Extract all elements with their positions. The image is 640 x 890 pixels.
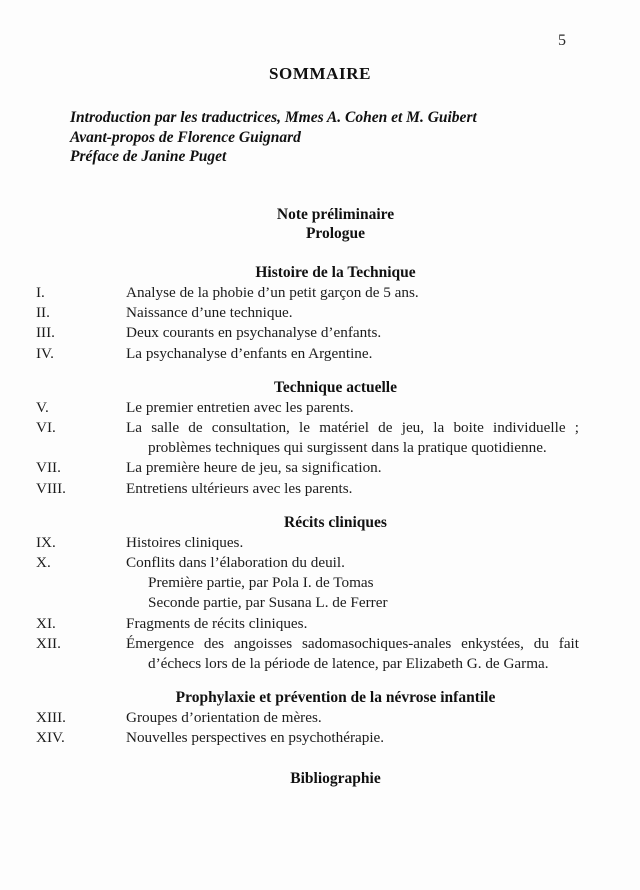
section-spacer bbox=[92, 674, 579, 688]
entry-title: Analyse de la phobie d’un petit garçon de 5 ans. bbox=[126, 284, 419, 301]
toc-entry bbox=[36, 728, 579, 748]
section-heading-histoire-de-la-technique: Histoire de la Technique bbox=[255, 264, 416, 281]
section-heading-prophylaxie: Prophylaxie et prévention de la névrose infantile bbox=[175, 689, 496, 707]
toc-entry bbox=[36, 533, 579, 553]
section-heading-bibliographie: Bibliographie bbox=[290, 769, 381, 787]
entry-numeral: VII. bbox=[36, 459, 61, 477]
toc-entry bbox=[36, 614, 579, 634]
toc-subentry: Première partie, par Pola I. de Tomas bbox=[148, 574, 374, 592]
toc-body bbox=[36, 205, 579, 789]
toc-entry bbox=[36, 398, 579, 418]
section-heading-technique-actuelle: Technique actuelle bbox=[273, 378, 397, 396]
toc-entry bbox=[36, 283, 579, 303]
toc-subentry: Seconde partie, par Susana L. de Ferrer bbox=[148, 594, 388, 612]
section-spacer bbox=[92, 499, 579, 513]
section-spacer bbox=[92, 364, 579, 378]
section-heading-recits-cliniques: Récits cliniques bbox=[284, 513, 387, 531]
frontmatter-line-preface: Préface de Janine Puget bbox=[70, 148, 227, 165]
entry-title: Émergence des angoisses sadomasochiques-anales enkystées, du fait d’échecs lors de la période de latence, par Elizabeth G. de Garma. bbox=[126, 634, 579, 673]
toc-entry bbox=[36, 479, 579, 499]
entry-title: Naissance d’une technique. bbox=[126, 304, 293, 322]
toc-entry bbox=[36, 303, 579, 323]
entry-numeral: I. bbox=[36, 284, 45, 301]
toc-entry bbox=[36, 418, 579, 458]
entry-numeral: II. bbox=[36, 304, 50, 322]
entry-title: Deux courants en psychanalyse d’enfants. bbox=[126, 324, 382, 342]
toc-entry bbox=[36, 344, 579, 364]
entry-numeral: III. bbox=[36, 324, 55, 342]
entry-numeral: XI. bbox=[36, 614, 56, 632]
entry-numeral: XIII. bbox=[36, 709, 66, 727]
entry-title: Conflits dans l’élaboration du deuil. bbox=[126, 554, 345, 572]
toc-entry bbox=[36, 553, 579, 573]
toc-entry bbox=[36, 634, 579, 674]
entry-numeral: XIV. bbox=[36, 729, 65, 747]
heading-prologue: Prologue bbox=[305, 225, 366, 242]
entry-title: La salle de consultation, le matériel de jeu, la boite individuelle ; problèmes techniques qui surgissent dans la pratique quotidienne. bbox=[126, 419, 579, 457]
entry-numeral: IV. bbox=[36, 344, 54, 362]
entry-title: La psychanalyse d’enfants en Argentine. bbox=[126, 344, 373, 362]
entry-title: La première heure de jeu, sa signification. bbox=[126, 459, 382, 477]
entry-numeral: VIII. bbox=[36, 479, 66, 497]
frontmatter-line-avant-propos: Avant-propos de Florence Guignard bbox=[70, 128, 301, 146]
entry-title: Fragments de récits cliniques. bbox=[126, 614, 308, 632]
page-number: 5 bbox=[558, 32, 566, 49]
entry-title: Groupes d’orientation de mères. bbox=[126, 709, 322, 727]
entry-title: Le premier entretien avec les parents. bbox=[126, 398, 354, 416]
toc-entry bbox=[36, 458, 579, 478]
entry-numeral: IX. bbox=[36, 533, 56, 551]
entry-numeral: VI. bbox=[36, 419, 56, 437]
entry-title: Nouvelles perspectives en psychothérapie. bbox=[126, 729, 385, 747]
entry-title: Entretiens ultérieurs avec les parents. bbox=[126, 479, 353, 497]
page-title: SOMMAIRE bbox=[268, 64, 372, 83]
entry-numeral: X. bbox=[36, 554, 51, 572]
heading-note-preliminaire: Note préliminaire bbox=[276, 206, 395, 223]
section-spacer bbox=[92, 749, 579, 769]
toc-entry bbox=[36, 708, 579, 728]
entry-title: Histoires cliniques. bbox=[126, 533, 244, 551]
toc-entry bbox=[36, 323, 579, 343]
frontmatter-line-introduction: Introduction par les traductrices, Mmes A. Cohen et M. Guibert bbox=[70, 109, 477, 126]
frontmatter-block bbox=[70, 108, 580, 167]
entry-numeral: V. bbox=[36, 398, 49, 416]
entry-numeral: XII. bbox=[36, 634, 61, 652]
section-spacer bbox=[92, 243, 579, 263]
